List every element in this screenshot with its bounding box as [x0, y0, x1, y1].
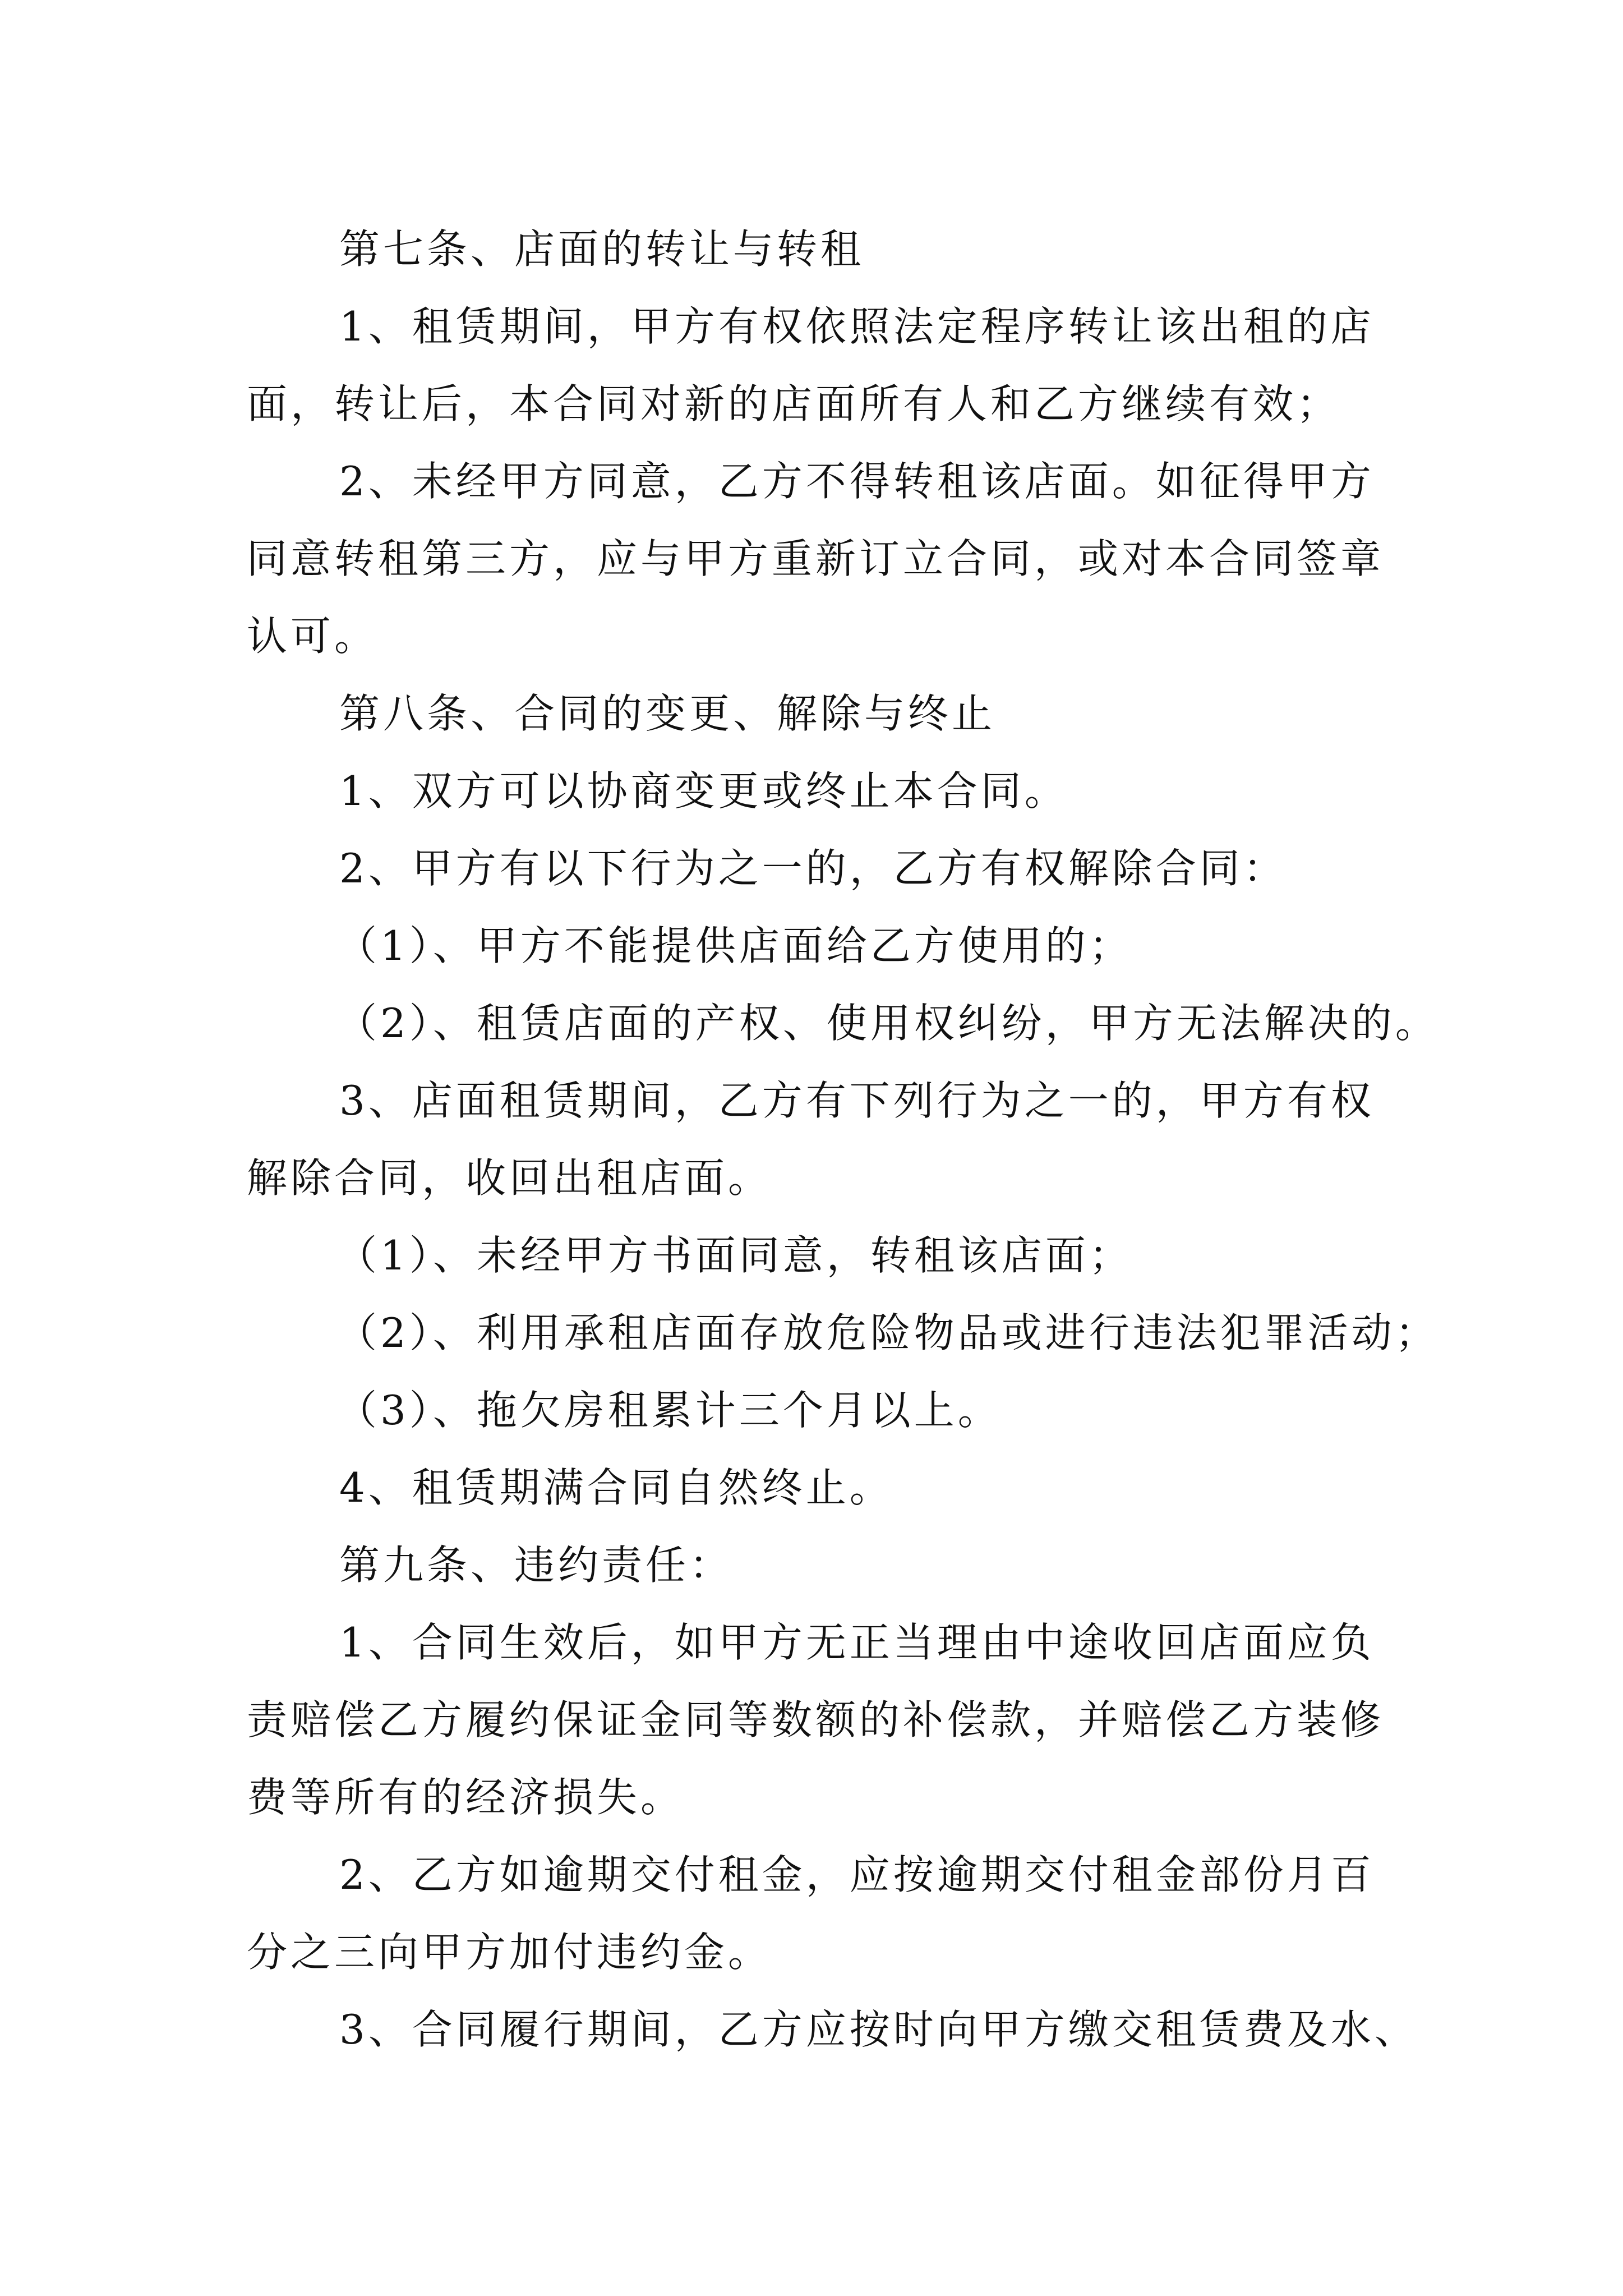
paragraph-line: 3、店面租赁期间，乙方有下列行为之一的，甲方有权 [339, 1077, 1375, 1124]
paragraph-line: 责赔偿乙方履约保证金同等数额的补偿款，并赔偿乙方装修 [247, 1696, 1385, 1743]
list-item: （1）、未经甲方书面同意，转租该店面； [336, 1232, 1133, 1279]
paragraph-line: 解除合同，收回出租店面。 [247, 1154, 772, 1202]
paragraph-line: 4、租赁期满合同自然终止。 [339, 1464, 893, 1511]
paragraph-line: 同意转租第三方，应与甲方重新订立合同，或对本合同签章 [247, 535, 1385, 582]
paragraph-line: 1、双方可以协商变更或终止本合同。 [339, 767, 1068, 815]
paragraph-line: 1、租赁期间，甲方有权依照法定程序转让该出租的店 [339, 303, 1375, 350]
article-7-heading: 第七条、店面的转让与转租 [339, 226, 865, 273]
article-8-heading: 第八条、合同的变更、解除与终止 [339, 690, 996, 737]
paragraph-line: 2、甲方有以下行为之一的，乙方有权解除合同： [339, 845, 1287, 892]
list-item: （2）、利用承租店面存放危险物品或进行违法犯罪活动； [336, 1309, 1439, 1356]
paragraph-line: 3、合同履行期间，乙方应按时向甲方缴交租赁费及水、 [339, 2006, 1418, 2053]
list-item: （1）、甲方不能提供店面给乙方使用的； [336, 922, 1133, 969]
paragraph-line: 2、乙方如逾期交付租金，应按逾期交付租金部份月百 [339, 1851, 1375, 1898]
paragraph-line: 2、未经甲方同意，乙方不得转租该店面。如征得甲方 [339, 458, 1375, 505]
article-9-heading: 第九条、违约责任： [339, 1542, 734, 1589]
paragraph-line: 分之三向甲方加付违约金。 [247, 1929, 772, 1976]
list-item: （2）、租赁店面的产权、使用权纠纷，甲方无法解决的。 [336, 1000, 1439, 1047]
paragraph-line: 认可。 [247, 613, 379, 660]
list-item: （3）、拖欠房租累计三个月以上。 [336, 1387, 1002, 1434]
paragraph-line: 1、合同生效后，如甲方无正当理由中途收回店面应负 [339, 1619, 1375, 1666]
paragraph-line: 费等所有的经济损失。 [247, 1774, 685, 1821]
document-body [247, 210, 1439, 2068]
paragraph-line: 面，转让后，本合同对新的店面所有人和乙方继续有效； [247, 380, 1341, 427]
